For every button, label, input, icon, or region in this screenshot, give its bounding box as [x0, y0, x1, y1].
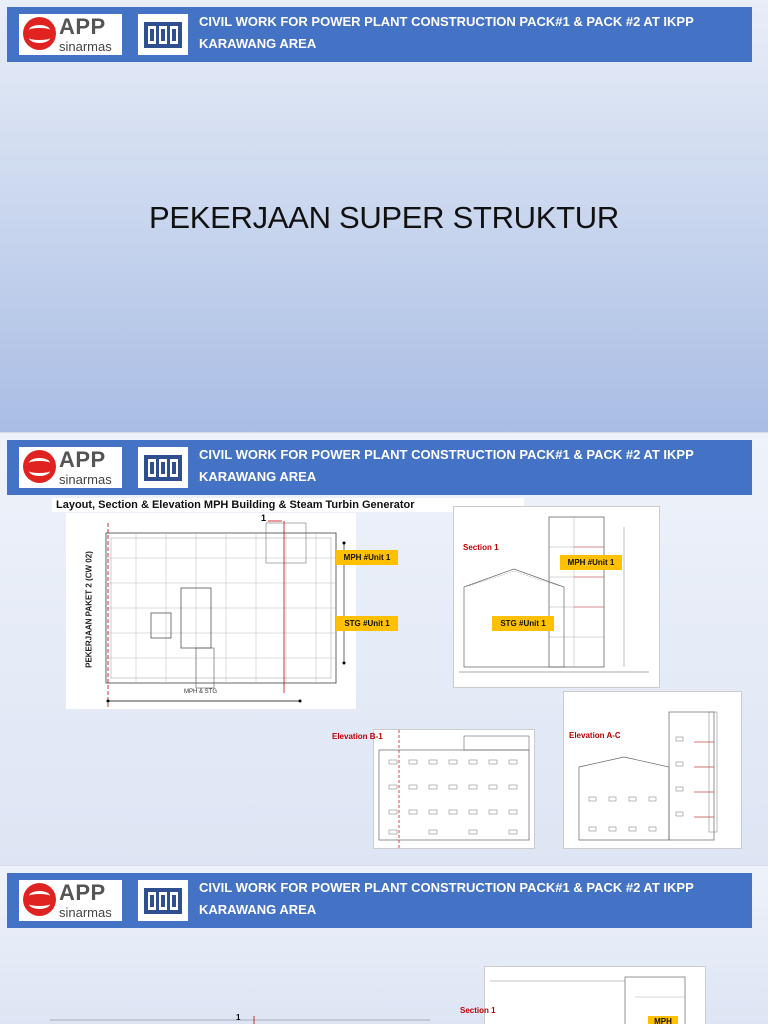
contractor-logo-icon [138, 14, 188, 55]
slide-header [7, 873, 752, 928]
slide-1 [0, 0, 768, 432]
plan-marker: 1 [261, 513, 267, 523]
elevation-b-drawing [373, 729, 535, 849]
tag-mph: MPH [648, 1016, 678, 1024]
logo-brand-text: APP [59, 14, 106, 39]
section-label: Section 1 [460, 1006, 496, 1015]
plan-drawing-partial [40, 1013, 440, 1024]
slide-header [7, 440, 752, 495]
section-tag-mph: MPH #Unit 1 [560, 555, 622, 570]
app-logo-icon [23, 883, 56, 916]
slide-header [7, 7, 752, 62]
logo-brand-text: APP [59, 880, 106, 905]
plan-vertical-label-box [82, 553, 96, 673]
elevation-b-label: Elevation B-1 [332, 732, 383, 741]
logo-sub-text: sinarmas [59, 472, 112, 487]
app-logo-icon [23, 450, 56, 483]
slide-title: PEKERJAAN SUPER STRUKTUR [149, 200, 619, 235]
contractor-logo-icon [138, 880, 188, 921]
section-tag-stg: STG #Unit 1 [492, 616, 554, 631]
contractor-logo-icon [138, 447, 188, 488]
header-title: CIVIL WORK FOR POWER PLANT CONSTRUCTION PACK#1 & PACK #2 AT IKPP KARAWANG AREA [199, 447, 694, 484]
slide-2 [0, 433, 768, 865]
elevation-a-drawing [563, 691, 742, 849]
app-sinarmas-logo [19, 14, 122, 55]
app-logo-icon [23, 17, 56, 50]
logo-brand-text: APP [59, 447, 106, 472]
app-sinarmas-logo [19, 447, 122, 488]
plan-dimension: MPH & STG [184, 689, 218, 695]
logo-sub-text: sinarmas [59, 905, 112, 920]
plan-vertical-label: PEKERJAAN PAKET 2 (CW 02) [84, 551, 94, 668]
section-label: Section 1 [463, 543, 499, 552]
tag-mph-unit1: MPH #Unit 1 [336, 550, 398, 565]
tag-stg-unit1: STG #Unit 1 [336, 616, 398, 631]
plan-marker: 1 [236, 1013, 241, 1022]
logo-sub-text: sinarmas [59, 39, 112, 54]
elevation-a-label: Elevation A-C [569, 731, 621, 740]
plan-drawing [66, 513, 356, 709]
header-title: CIVIL WORK FOR POWER PLANT CONSTRUCTION PACK#1 & PACK #2 AT IKPP KARAWANG AREA [199, 880, 694, 917]
drawing-title: Layout, Section & Elevation MPH Building & Steam Turbin Generator [52, 498, 524, 512]
app-sinarmas-logo [19, 880, 122, 921]
slide-3 [0, 866, 768, 1024]
section-drawing [453, 506, 660, 688]
header-title: CIVIL WORK FOR POWER PLANT CONSTRUCTION PACK#1 & PACK #2 AT IKPP KARAWANG AREA [199, 14, 694, 51]
